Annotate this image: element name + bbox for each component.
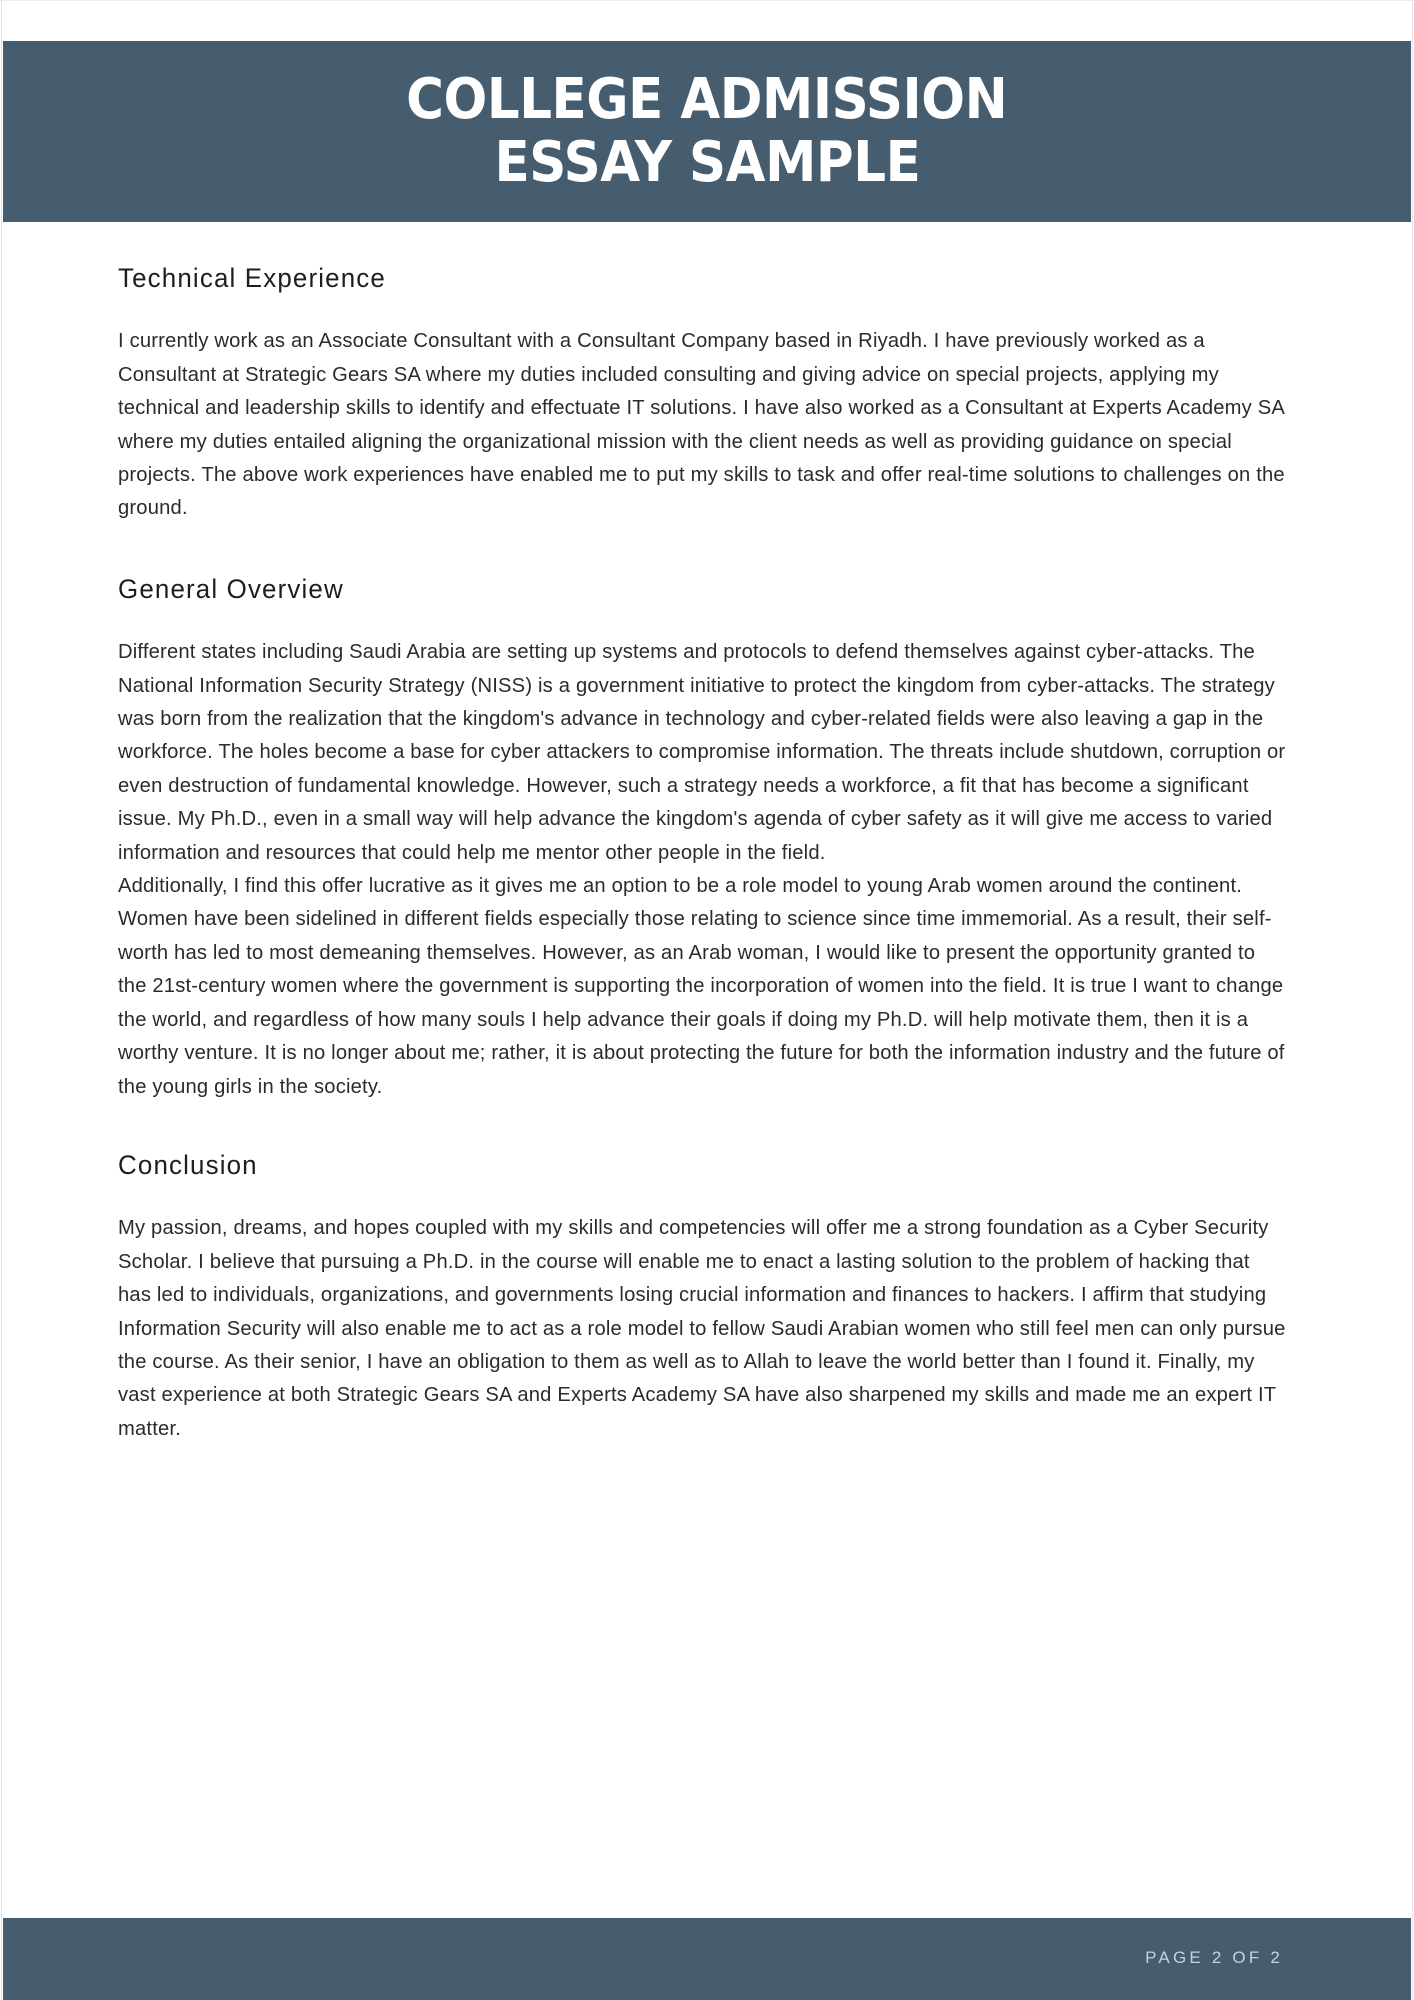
section-spacer: [118, 1103, 1304, 1149]
document-title-line-1: COLLEGE ADMISSION: [406, 66, 1008, 132]
section-heading-conclusion: Conclusion: [118, 1149, 258, 1180]
page-left-rule: [1, 0, 2, 2000]
section-heading-general-overview: General Overview: [118, 573, 344, 604]
document-title-line-2: ESSAY SAMPLE: [494, 129, 920, 195]
document-body: [118, 262, 1304, 1445]
section-heading-technical-experience: Technical Experience: [118, 263, 386, 293]
section-paragraph-general-overview-2: Additionally, I find this offer lucrative as it gives me an option to be a role model to young Arab women around the continent. Women have been sidelined in different fields especially those relating to science since time immemorial. As a result, their self-worth has led to most demeaning themselves. However, as an Arab woman, I would like to present the opportunity granted to the 21st-century women where the government is supporting the incorporation of women into the field. It is true I want to change the world, and regardless of how many souls I help advance their goals if doing my Ph.D. will help motivate them, then it is a worthy venture. It is no longer about me; rather, it is about protecting the future for both the information industry and the future of the young girls in the society.: [118, 874, 1285, 1098]
document-header-band: [3, 41, 1411, 222]
section-paragraph-technical-experience-1: I currently work as an Associate Consultant with a Consultant Company based in Riyadh. I have previously worked as a Consultant at Strategic Gears SA where my duties included consulting and giving advice on special projects, applying my technical and leadership skills to identify and effectuate IT solutions. I have also worked as a Consultant at Experts Academy SA where my duties entailed aligning the organizational mission with the client needs as well as providing guidance on special projects. The above work experiences have enabled me to put my skills to task and offer real-time solutions to challenges on the ground.: [118, 329, 1285, 520]
section-paragraph-conclusion-1: My passion, dreams, and hopes coupled with my skills and competencies will offer me a strong foundation as a Cyber Security Scholar. I believe that pursuing a Ph.D. in the course will enable me to enact a lasting solution to the problem of hacking that has led to individuals, organizations, and governments losing crucial information and finances to hackers. I affirm that studying Information Security will also enable me to act as a role model to fellow Saudi Arabian women who still feel men can only pursue the course. As their senior, I have an obligation to them as well as to Allah to leave the world better than I found it. Finally, my vast experience at both Strategic Gears SA and Experts Academy SA have also sharpened my skills and made me an expert IT matter.: [118, 1216, 1286, 1440]
page-right-rule: [1412, 0, 1413, 2000]
page-number-label: PAGE 2 OF 2: [1145, 1948, 1283, 1967]
section-paragraph-general-overview-1: Different states including Saudi Arabia are setting up systems and protocols to defend themselves against cyber-attacks. The National Information Security Strategy (NISS) is a government initiative to protect the kingdom from cyber-attacks. The strategy was born from the realization that the kingdom's advance in technology and cyber-related fields were also leaving a gap in the workforce. The holes become a base for cyber attackers to compromise information. The threats include shutdown, corruption or even destruction of fundamental knowledge. However, such a strategy needs a workforce, a fit that has become a significant issue. My Ph.D., even in a small way will help advance the kingdom's agenda of cyber safety as it will give me access to varied information and resources that could help me mentor other people in the field.: [118, 640, 1286, 864]
section-spacer: [118, 525, 1304, 573]
page-top-rule: [0, 0, 1414, 1]
document-footer-band: [3, 1918, 1411, 2000]
